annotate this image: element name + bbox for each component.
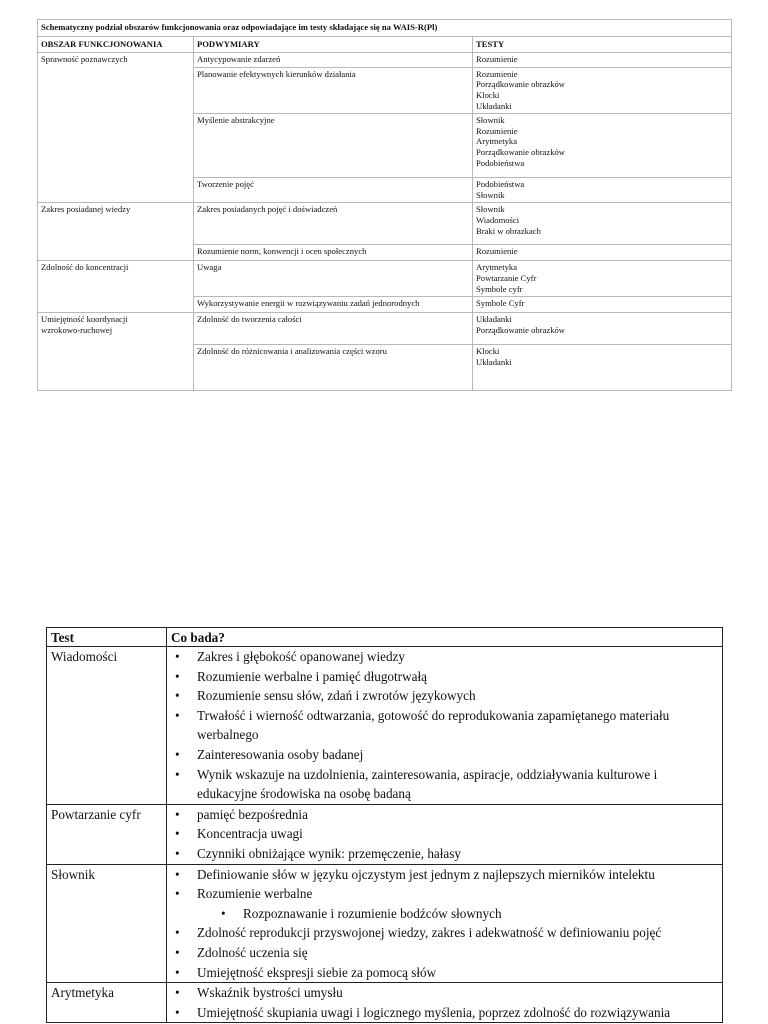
subdimension-cell [194, 297, 473, 313]
item-text: Umiejętność skupiania uwagi i logicznego myślenia, poprzez zdolność do rozwiązywania [197, 1004, 671, 1020]
measures-list [171, 865, 718, 983]
list-item [171, 805, 718, 825]
list-item [171, 963, 718, 983]
bullet-icon: • [221, 905, 226, 921]
bullet-icon: • [175, 707, 180, 723]
test-name-cell: Słownik [47, 864, 167, 983]
list-item [171, 904, 718, 924]
list-item [171, 865, 718, 885]
bullet-icon: • [175, 746, 180, 762]
bullet-icon: • [175, 845, 180, 861]
table-row [47, 864, 723, 983]
measures-list [171, 805, 718, 864]
bullet-icon: • [175, 866, 180, 882]
test-name: Porządkowanie obrazków [476, 324, 566, 335]
item-text: Zainteresowania osoby badanej [197, 746, 364, 762]
test-name-cell: Arytmetyka [47, 983, 167, 1023]
subdimension-cell [194, 261, 473, 297]
subdimension-cell [194, 114, 473, 178]
bullet-icon: • [175, 766, 180, 782]
test-name: Arytmetyka [476, 136, 518, 147]
test-name: Klocki [476, 89, 500, 100]
area-name-line: Sprawność poznawczych [41, 54, 128, 65]
subdimension-label: Planowanie efektywnych kierunków działania [197, 68, 356, 79]
table-row [38, 261, 732, 297]
measures-cell [167, 647, 723, 805]
test-name: Braki w obrazkach [476, 225, 541, 236]
test-name: Słownik [476, 204, 505, 215]
functional-areas-table [37, 19, 732, 391]
test-name: Układanki [476, 356, 512, 367]
test-name: Układanki [476, 100, 512, 111]
area-cell [38, 53, 194, 203]
tests-cell [473, 67, 732, 113]
item-text: Definiowanie słów w języku ojczystym jest jednym z najlepszych mierników intelektu [197, 866, 655, 882]
header-tests: TESTY [473, 36, 732, 53]
subdimension-label: Zakres posiadanych pojęć i doświadczeń [197, 204, 338, 215]
header-area: OBSZAR FUNKCJONOWANIA [38, 36, 194, 53]
test-name: Wiadomości [476, 214, 520, 225]
bullet-icon: • [175, 826, 180, 842]
subdimension-cell [194, 245, 473, 261]
tests-cell [473, 313, 732, 345]
test-name: Rozumienie [476, 68, 518, 79]
measures-cell [167, 864, 723, 983]
list-item [171, 923, 718, 943]
subdimension-label: Myślenie abstrakcyjne [197, 115, 275, 126]
list-item [171, 884, 718, 904]
item-text: Rozpoznawanie i rozumienie bodźców słownych [243, 905, 502, 921]
subdimension-label: Antycypowanie zdarzeń [197, 54, 281, 65]
area-cell [38, 261, 194, 313]
test-name: Symbole cyfr [476, 283, 523, 294]
subdimension-label: Rozumienie norm, konwencji i ocen społecznych [197, 246, 367, 257]
list-item [171, 647, 718, 667]
table-row [38, 53, 732, 68]
table-row [47, 647, 723, 805]
table-row [47, 804, 723, 864]
test-name: Symbole Cyfr [476, 298, 525, 309]
test-name: Rozumienie [476, 246, 518, 257]
area-name-line: Umiejętność koordynacji [41, 314, 128, 325]
item-text: Trwałość i wierność odtwarzania, gotowość do reprodukowania zapamiętanego materiału werbalnego [197, 707, 670, 743]
area-cell [38, 313, 194, 391]
subdimension-label: Zdolność do różnicowania i analizowania części wzoru [197, 346, 387, 357]
subdimension-cell [194, 203, 473, 245]
test-name: Słownik [476, 115, 505, 126]
bullet-icon: • [175, 985, 180, 1001]
test-name: Klocki [476, 346, 500, 357]
subdimension-cell [194, 67, 473, 113]
item-text: Umiejętność ekspresji siebie za pomocą słów [197, 964, 437, 980]
bullet-icon: • [175, 668, 180, 684]
table-row [47, 983, 723, 1023]
table-row [38, 203, 732, 245]
tests-cell [473, 297, 732, 313]
test-name: Słownik [476, 189, 505, 200]
list-item [171, 824, 718, 844]
test-name: Rozumienie [476, 125, 518, 136]
bullet-icon: • [175, 886, 180, 902]
test-name-cell: Powtarzanie cyfr [47, 804, 167, 864]
item-text: pamięć bezpośrednia [197, 806, 308, 822]
subdimension-label: Zdolność do tworzenia całości [197, 314, 302, 325]
list-item [171, 1003, 718, 1023]
header-what-measures: Co bada? [167, 628, 723, 647]
subdimension-cell [194, 345, 473, 391]
item-text: Zdolność uczenia się [197, 944, 308, 960]
tests-description-table [46, 627, 723, 1023]
measures-list [171, 647, 718, 804]
list-item [171, 706, 718, 745]
subdimension-cell [194, 178, 473, 203]
item-text: Rozumienie sensu słów, zdań i zwrotów językowych [197, 688, 476, 704]
list-item [171, 667, 718, 687]
tests-cell [473, 245, 732, 261]
bullet-icon: • [175, 964, 180, 980]
measures-cell [167, 804, 723, 864]
area-name-line: wzrokowo-ruchowej [41, 324, 113, 335]
tests-cell [473, 261, 732, 297]
subdimension-cell [194, 313, 473, 345]
test-name: Układanki [476, 314, 512, 325]
item-text: Rozumienie werbalne i pamięć długotrwałą [197, 668, 427, 684]
bullet-icon: • [175, 944, 180, 960]
test-name-cell: Wiadomości [47, 647, 167, 805]
test-name: Rozumienie [476, 54, 518, 65]
header-test: Test [47, 628, 167, 647]
subdimension-label: Wykorzystywanie energii w rozwiązywaniu zadań jednorodnych [197, 298, 420, 309]
bullet-icon: • [175, 925, 180, 941]
list-item [171, 943, 718, 963]
tests-cell [473, 178, 732, 203]
header-subdimensions: PODWYMIARY [194, 36, 473, 53]
test-name: Powtarzanie Cyfr [476, 272, 537, 283]
list-item [171, 765, 718, 804]
subdimension-cell [194, 53, 473, 68]
item-text: Wskaźnik bystrości umysłu [197, 985, 343, 1001]
bullet-icon: • [175, 1004, 180, 1020]
test-name: Porządkowanie obrazków [476, 146, 566, 157]
list-item [171, 844, 718, 864]
item-text: Rozumienie werbalne [197, 886, 313, 902]
list-item [171, 745, 718, 765]
table-row [38, 313, 732, 345]
item-text: Koncentracja uwagi [197, 826, 303, 842]
test-name: Porządkowanie obrazków [476, 79, 566, 90]
subdimension-label: Uwaga [197, 262, 222, 273]
tests-cell [473, 345, 732, 391]
subdimension-label: Tworzenie pojęć [197, 179, 254, 190]
bullet-icon: • [175, 649, 180, 664]
tests-cell [473, 203, 732, 245]
item-text: Czynniki obniżające wynik: przemęczenie, hałasy [197, 845, 462, 861]
tests-cell [473, 114, 732, 178]
item-text: Zdolność reprodukcji przyswojonej wiedzy, zakres i adekwatność w definiowaniu pojęć [197, 925, 662, 941]
table-caption: Schematyczny podział obszarów funkcjonowania oraz odpowiadające im testy składające się na WAIS-R(Pl) [38, 20, 732, 37]
test-name: Podobieństwa [476, 157, 525, 168]
item-text: Wynik wskazuje na uzdolnienia, zainteresowania, aspiracje, oddziaływania kulturowe i edukacyjne środowiska na osobę badaną [197, 766, 658, 802]
bullet-icon: • [175, 806, 180, 822]
test-name: Podobieństwa [476, 179, 525, 190]
area-name-line: Zdolność do koncentracji [41, 262, 129, 273]
tests-cell [473, 53, 732, 68]
test-name: Arytmetyka [476, 262, 518, 273]
measures-cell [167, 983, 723, 1023]
area-name-line: Zakres posiadanej wiedzy [41, 204, 131, 215]
measures-list [171, 983, 718, 1022]
area-cell [38, 203, 194, 261]
list-item [171, 686, 718, 706]
item-text: Zakres i głębokość opanowanej wiedzy [197, 649, 405, 664]
bullet-icon: • [175, 688, 180, 704]
list-item [171, 983, 718, 1003]
